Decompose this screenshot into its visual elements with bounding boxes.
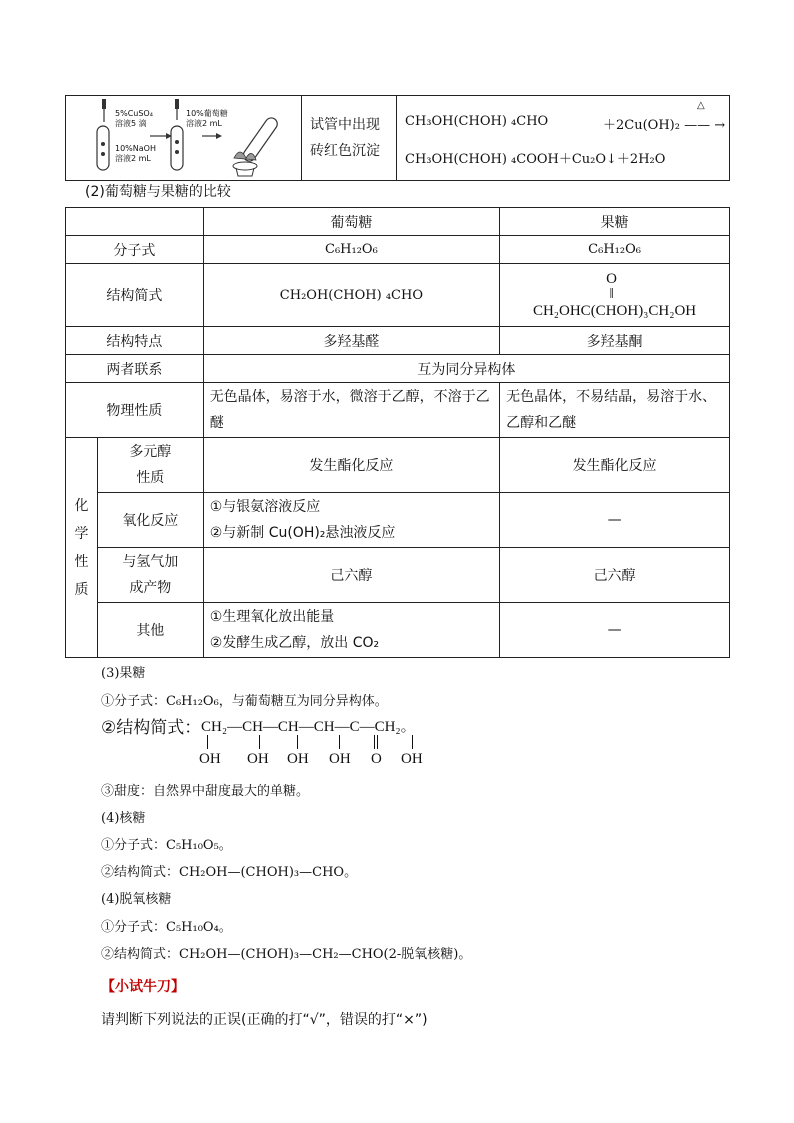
glucose-physical-line-2: 醚 <box>209 415 224 431</box>
reagent1-label: 5%CuSO₄ <box>115 109 153 118</box>
observation-line-1: 试管中出现 <box>310 117 380 133</box>
glucose-features: 多羟基醛 <box>203 327 499 355</box>
section4b-title: (4)脱氧核糖 <box>101 892 172 907</box>
hydrogenation-label-line-2: 成产物 <box>129 580 172 596</box>
fructose-physical-line-2: 乙醇和乙醚 <box>506 415 577 431</box>
chem-label-char-2: 学 <box>74 525 89 542</box>
fructose-carbonyl-o: O <box>606 270 617 287</box>
section3-sweetness: ③甜度：自然界中甜度最大的单糖。 <box>101 784 310 799</box>
comparison-table <box>65 207 730 658</box>
glucose-physical-line-1: 无色晶体，易溶于水，微溶于乙醇，不溶于乙 <box>209 389 490 405</box>
fructose-polyol: 发生酯化反应 <box>500 438 730 493</box>
row-label-relation: 两者联系 <box>66 355 204 383</box>
test-tube-diagram <box>66 96 301 180</box>
fructose-other: — <box>500 603 730 658</box>
row-label-oxidation: 氧化反应 <box>97 493 203 548</box>
fructose-oxidation: — <box>500 493 730 548</box>
polyol-label-line-1: 多元醇 <box>129 444 172 460</box>
glucose-oxidation <box>203 493 499 548</box>
reagent2-label: 10%NaOH <box>115 144 156 153</box>
reagent1-amount: 溶液5 滴 <box>115 119 147 128</box>
sub-oh-3: OH <box>287 751 309 767</box>
header-glucose: 葡萄糖 <box>203 208 499 236</box>
glucose-oxidation-line-2: ②与新制 Cu(OH)₂悬浊液反应 <box>209 525 396 541</box>
glucose-physical <box>203 383 499 438</box>
section3-formula: ①分子式：C₆H₁₂O₆，与葡萄糖互为同分异构体。 <box>101 694 388 709</box>
sub-oh-5: OH <box>401 751 423 767</box>
observation-line-2: 砖红色沉淀 <box>310 143 380 159</box>
glucose-molecular-formula: C₆H₁₂O₆ <box>203 236 499 264</box>
fructose-chain-structure <box>101 713 461 769</box>
row-label-physical: 物理性质 <box>66 383 204 438</box>
glucose-other-line-2: ②发酵生成乙醇，放出 CO₂ <box>209 635 380 651</box>
chain-backbone: CH₂—CH—CH—CH—C—CH₂。 <box>201 719 416 735</box>
glucose-oxidation-line-1: ①与银氨溶液反应 <box>209 499 321 515</box>
header-empty <box>66 208 204 236</box>
equation-reagent: ＋2Cu(OH)₂ —— → <box>603 118 726 133</box>
glucose-other <box>203 603 499 658</box>
chem-label-char-3: 性 <box>74 553 89 570</box>
chain-label: ②结构简式： <box>101 718 202 738</box>
glucose-structure: CH₂OH(CHOH) ₄CHO <box>203 264 499 327</box>
experiment-table <box>65 95 730 181</box>
header-fructose: 果糖 <box>500 208 730 236</box>
fructose-double-bond: ‖ <box>609 285 614 302</box>
fructose-structure-main: CH₂OHC(CHOH)₃CH₂OH <box>532 302 697 319</box>
quiz-title: 【小试牛刀】 <box>101 979 185 995</box>
hydrogenation-label-line-1: 与氢气加 <box>122 554 179 570</box>
experiment-diagram-cell <box>66 96 302 181</box>
reagent3-amount: 溶液2 mL <box>186 119 222 128</box>
sub-oh-1: OH <box>199 751 221 767</box>
sub-o: O <box>371 751 382 767</box>
equation-reactant: CH₃OH(CHOH) ₄CHO <box>405 114 549 129</box>
fructose-features: 多羟基酮 <box>500 327 730 355</box>
row-label-hydrogenation <box>97 548 203 603</box>
relation-value: 互为同分异构体 <box>203 355 729 383</box>
section4a-title: (4)核糖 <box>101 811 146 826</box>
section2-title: (2)葡萄糖与果糖的比较 <box>85 184 231 200</box>
row-label-other: 其他 <box>97 603 203 658</box>
sub-oh-2: OH <box>247 751 269 767</box>
heat-condition: △ <box>697 100 705 111</box>
section4b-structure: ②结构简式：CH₂OH—(CHOH)₃—CH₂—CHO(2-脱氧核糖)。 <box>101 947 472 962</box>
chem-properties-label <box>66 438 98 658</box>
quiz-instruction: 请判断下列说法的正误(正确的打“√”，错误的打“×”) <box>101 1012 428 1028</box>
reagent3-label: 10%葡萄糖 <box>186 109 228 118</box>
section3-title: (3)果糖 <box>101 666 146 681</box>
equation-product: CH₃OH(CHOH) ₄COOH＋Cu₂O↓＋2H₂O <box>405 152 666 167</box>
fructose-molecular-formula: C₆H₁₂O₆ <box>500 236 730 264</box>
section4a-formula: ①分子式：C₅H₁₀O₅。 <box>101 838 232 853</box>
equation-cell <box>397 96 730 181</box>
row-label-molecular-formula: 分子式 <box>66 236 204 264</box>
chem-label-char-1: 化 <box>74 497 89 514</box>
polyol-label-line-2: 性质 <box>136 470 165 486</box>
fructose-physical-line-1: 无色晶体，不易结晶，易溶于水、 <box>506 389 717 405</box>
fructose-structure <box>500 264 730 327</box>
section4b-formula: ①分子式：C₅H₁₀O₄。 <box>101 920 232 935</box>
glucose-polyol: 发生酯化反应 <box>203 438 499 493</box>
glucose-hydrogenation: 己六醇 <box>203 548 499 603</box>
row-label-features: 结构特点 <box>66 327 204 355</box>
fructose-physical <box>500 383 730 438</box>
reagent2-amount: 溶液2 mL <box>115 154 151 163</box>
fructose-hydrogenation: 己六醇 <box>500 548 730 603</box>
row-label-polyol <box>97 438 203 493</box>
row-label-structure: 结构简式 <box>66 264 204 327</box>
chem-label-char-4: 质 <box>74 581 89 598</box>
sub-oh-4: OH <box>329 751 351 767</box>
observation-cell <box>302 96 397 181</box>
section4a-structure: ②结构简式：CH₂OH—(CHOH)₃—CHO。 <box>101 865 358 880</box>
glucose-other-line-1: ①生理氧化放出能量 <box>209 609 335 625</box>
